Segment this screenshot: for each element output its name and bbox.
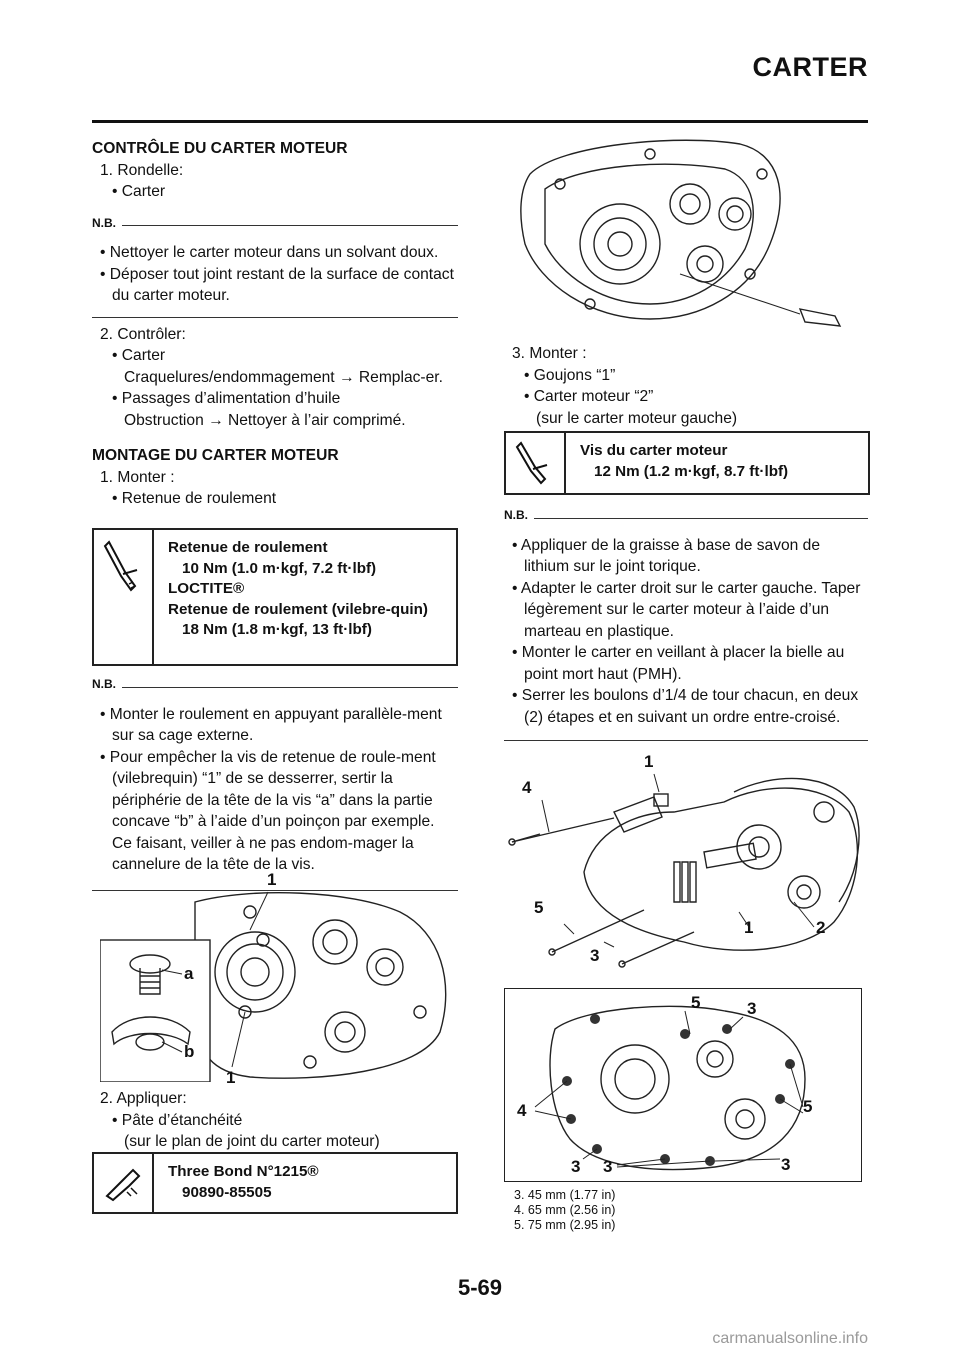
torque-wrench-icon <box>506 433 566 493</box>
torque-spec-box <box>504 431 870 495</box>
sealant-name: Three Bond N°1215® <box>168 1163 319 1180</box>
right-column-install <box>512 343 866 429</box>
step-3-detail: (sur le carter moteur gauche) <box>536 409 738 427</box>
threadlock-label: LOCTITE® <box>168 580 245 597</box>
torque-spec-box <box>92 528 458 666</box>
step-2-bullet: • Passages d’alimentation d’huile <box>112 390 341 407</box>
nb-bullet: • Appliquer de la graisse à base de savon de lithium sur le joint torique. <box>512 536 821 575</box>
nb-bullet: • Monter le carter en veillant à placer la bielle au point mort haut (PMH). <box>512 644 845 683</box>
legend-item: 5. 75 mm (2.95 in) <box>514 1218 616 1232</box>
callout-a: a <box>184 964 194 983</box>
step-2-label: 2. Appliquer: <box>100 1090 187 1107</box>
step-1-label: 1. Monter : <box>100 468 175 486</box>
callout-3: 3 <box>603 1157 613 1176</box>
figure-crankcase-assembly <box>504 752 868 974</box>
legend-item: 3. 45 mm (1.77 in) <box>514 1188 616 1202</box>
torque-item: Vis du carter moteur <box>580 442 728 459</box>
step-2-bullet: • Carter <box>112 347 166 364</box>
left-column-apply <box>92 1088 458 1153</box>
step-3-bullet: • Carter moteur “2” <box>524 388 654 405</box>
torque-wrench-icon <box>94 530 154 664</box>
nb-bullet: • Adapter le carter droit sur le carter gauche. Taper légèrement sur le carter moteur à l’aide d’un marteau en plastique. <box>512 579 861 640</box>
callout-b: b <box>184 1042 195 1061</box>
callout-3: 3 <box>781 1155 791 1174</box>
sealant-part-number: 90890-85505 <box>182 1183 272 1201</box>
page-number: 5-69 <box>457 1275 503 1300</box>
nb-bullet: • Pour empêcher la vis de retenue de roule-ment (vilebrequin) “1” de se desserrer, sertir la périphérie de la tête de la vis “a” dans la partie concave “b” à l’aide d’un poinçon par exemple. Ce faisant, veiller à ne pas endom-mager la cannelure de la tête de la vis. <box>100 748 436 873</box>
step-2-label: 2. Contrôler: <box>100 325 186 343</box>
sealant-tube-icon <box>94 1154 154 1212</box>
step-2-bullet: • Pâte d’étanchéité <box>112 1111 243 1129</box>
nb-bullet: • Serrer les boulons d’1/4 de tour chacun, en deux (2) étapes et en suivant un ordre entre-croisé. <box>512 687 859 726</box>
watermark: carmanualsonline.info <box>712 1330 868 1347</box>
step-1-bullet: • Carter <box>112 183 166 200</box>
callout-3: 3 <box>590 946 600 965</box>
callout-1: 1 <box>644 752 654 771</box>
right-column-nb <box>504 505 868 741</box>
step-2-detail: Obstruction → Nettoyer à l’air comprimé. <box>124 411 406 429</box>
nb-bullet: • Nettoyer le carter moteur dans un solvant doux. <box>100 244 439 261</box>
callout-5: 5 <box>691 993 701 1012</box>
figure-bearing-retainer <box>100 870 458 1087</box>
callout-4: 4 <box>517 1101 527 1120</box>
torque-item: Retenue de roulement (vilebre-quin) <box>168 600 428 618</box>
figure-bolt-layout <box>504 988 862 1182</box>
step-3-bullet: • Goujons “1” <box>524 366 616 384</box>
callout-1: 1 <box>744 918 754 937</box>
left-column <box>92 138 458 510</box>
callout-3: 3 <box>571 1157 581 1176</box>
nb-label: N.B. <box>92 215 116 230</box>
nb-label: N.B. <box>92 677 116 691</box>
bolt-length-legend <box>514 1188 615 1233</box>
sealant-spec-box <box>92 1152 458 1214</box>
nb-bullet: • Déposer tout joint restant de la surface de contact du carter moteur. <box>100 265 454 304</box>
callout-2: 2 <box>816 918 826 937</box>
left-column-nb2 <box>92 674 458 891</box>
torque-item: Retenue de roulement <box>168 539 328 556</box>
torque-value: 10 Nm (1.0 m·kgf, 7.2 ft·lbf) <box>182 559 377 577</box>
step-2-detail: Craquelures/endommagement → Remplac-er. <box>124 368 443 386</box>
callout-1: 1 <box>226 1068 236 1087</box>
nb-header <box>504 505 868 527</box>
page-title: CARTER <box>752 52 868 82</box>
callout-4: 4 <box>522 778 532 797</box>
step-2-detail: (sur le plan de joint du carter moteur) <box>124 1133 380 1150</box>
step-1-label: 1. Rondelle: <box>100 161 184 179</box>
torque-value: 12 Nm (1.2 m·kgf, 8.7 ft·lbf) <box>594 462 789 480</box>
legend-item: 4. 65 mm (2.56 in) <box>514 1203 616 1217</box>
nb-rule <box>92 317 458 318</box>
header-rule <box>92 120 868 123</box>
figure-crankcase-sealant <box>500 134 866 334</box>
callout-5: 5 <box>803 1097 813 1116</box>
nb-header <box>92 213 458 235</box>
callout-3: 3 <box>747 999 757 1018</box>
callout-1: 1 <box>267 870 277 889</box>
nb-rule <box>504 740 868 741</box>
nb-label: N.B. <box>504 508 528 522</box>
section-title-assembly: MONTAGE DU CARTER MOTEUR <box>92 447 339 464</box>
step-3-label: 3. Monter : <box>512 345 587 362</box>
section-title-inspection: CONTRÔLE DU CARTER MOTEUR <box>92 140 348 157</box>
callout-5: 5 <box>534 898 544 917</box>
step-1-bullet: • Retenue de roulement <box>112 490 277 507</box>
nb-header <box>92 674 458 696</box>
torque-value: 18 Nm (1.8 m·kgf, 13 ft·lbf) <box>182 621 372 638</box>
nb-bullet: • Monter le roulement en appuyant parallèle-ment sur sa cage externe. <box>100 705 442 744</box>
